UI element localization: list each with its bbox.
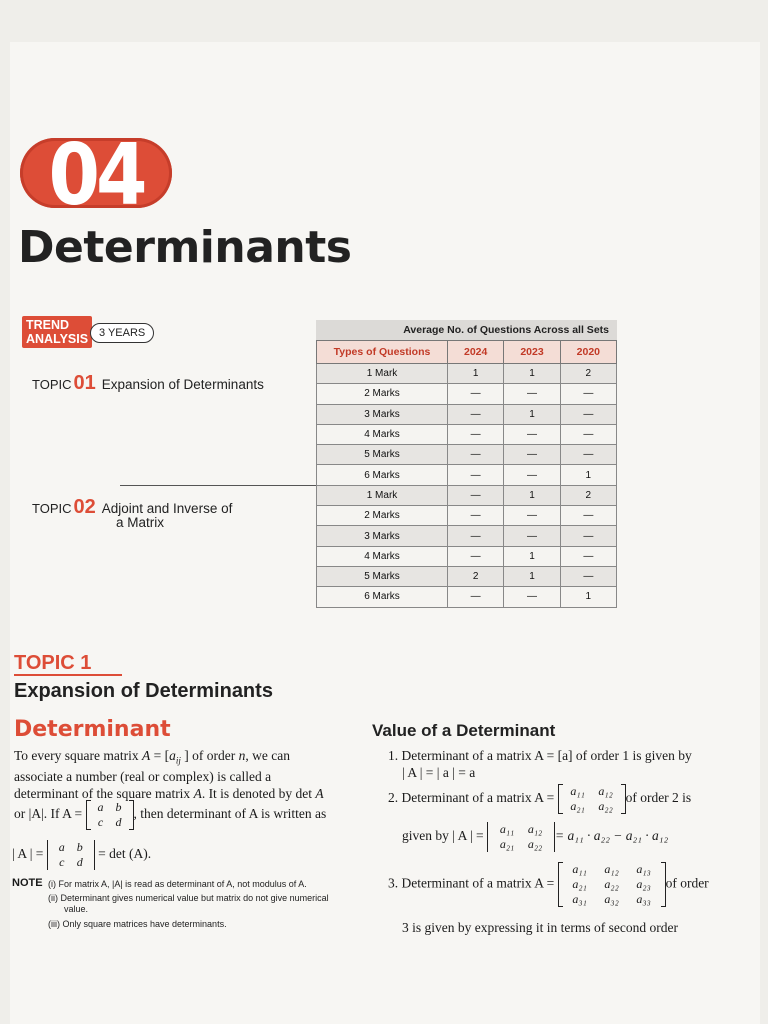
matrix-entry: a₃₃ xyxy=(636,892,651,906)
cell-count: — xyxy=(560,526,616,546)
value-item-3 xyxy=(388,862,709,907)
table-row xyxy=(317,587,617,607)
math-A: A xyxy=(193,785,202,801)
chapter-title: Determinants xyxy=(18,222,352,273)
matrix-row xyxy=(493,837,549,852)
matrix-entry: c xyxy=(59,855,65,869)
cell-count: — xyxy=(448,546,504,566)
table-row xyxy=(317,465,617,485)
cell-count: — xyxy=(448,526,504,546)
cell-count: — xyxy=(504,445,560,465)
then-text: , then determinant of A is written as xyxy=(133,806,327,822)
cell-count: — xyxy=(560,424,616,444)
topic-heading-underline xyxy=(14,674,122,676)
matrix-entry: a₁₂ xyxy=(598,784,613,798)
matrix-a3 xyxy=(558,862,666,907)
table-row xyxy=(317,445,617,465)
cell-count: 1 xyxy=(504,404,560,424)
cell-question-type: 1 Mark xyxy=(317,364,448,384)
value-item-2 xyxy=(388,784,691,814)
topic-number: 02 xyxy=(73,496,96,518)
cell-count: 1 xyxy=(504,566,560,586)
text: ] of order xyxy=(180,748,239,763)
matrix-abcd xyxy=(86,800,134,830)
matrix-entry: a₁₁ xyxy=(572,862,587,876)
matrix-row xyxy=(564,862,660,877)
cell-question-type: 5 Marks xyxy=(317,445,448,465)
cell-count: — xyxy=(448,424,504,444)
def-line1 xyxy=(14,748,359,769)
notes-list xyxy=(48,879,358,930)
matrix-entry: c xyxy=(97,815,104,829)
cell-count: 1 xyxy=(448,364,504,384)
def-line2: associate a number (real or complex) is called a xyxy=(14,769,272,785)
table-caption: Average No. of Questions Across all Sets xyxy=(316,320,617,340)
cell-count: — xyxy=(504,384,560,404)
cell-question-type: 3 Marks xyxy=(317,404,448,424)
note-item: (ii) Determinant gives numerical value but matrix do not give numerical xyxy=(48,893,329,903)
matrix-entry: a₂₁ xyxy=(499,837,515,851)
text: . It is denoted by det xyxy=(201,785,316,801)
cell-count: — xyxy=(560,384,616,404)
cell-count: 2 xyxy=(560,364,616,384)
cell-count: 1 xyxy=(504,364,560,384)
cell-question-type: 4 Marks xyxy=(317,546,448,566)
matrix-entry: a₂₂ xyxy=(598,799,613,813)
cell-count: 2 xyxy=(560,485,616,505)
note-label: NOTE xyxy=(12,877,43,889)
matrix-entry: a₂₂ xyxy=(604,877,619,891)
cell-count: — xyxy=(448,445,504,465)
text: , we can xyxy=(245,748,290,763)
table-row xyxy=(317,546,617,566)
cell-count: — xyxy=(560,566,616,586)
note-item: value. xyxy=(64,904,89,914)
cell-question-type: 6 Marks xyxy=(317,587,448,607)
item3-pre: 3. Determinant of a matrix A = xyxy=(388,875,555,891)
table-row xyxy=(317,566,617,586)
topic-name: Expansion of Determinants xyxy=(101,377,264,392)
cell-count: 1 xyxy=(504,485,560,505)
topic-name: Adjoint and Inverse of xyxy=(101,501,233,516)
math-A: A xyxy=(315,785,324,801)
cell-count: — xyxy=(448,404,504,424)
cell-question-type: 3 Marks xyxy=(317,526,448,546)
math-a: a xyxy=(169,748,176,763)
matrix-row xyxy=(92,800,128,815)
topic-title: Expansion of Determinants xyxy=(14,680,273,702)
matrix-definition-line xyxy=(14,800,326,830)
cell-count: — xyxy=(448,506,504,526)
trend-analysis-label xyxy=(22,316,92,348)
cell-count: 1 xyxy=(560,465,616,485)
table-row xyxy=(317,526,617,546)
matrix-entry: a₁₃ xyxy=(636,862,651,876)
header-types: Types of Questions xyxy=(317,341,448,364)
table-row xyxy=(317,364,617,384)
cell-count: — xyxy=(560,546,616,566)
cell-question-type: 6 Marks xyxy=(317,465,448,485)
value-item-3-line2: 3 is given by expressing it in terms of second order xyxy=(402,920,678,935)
determinant-definition xyxy=(14,748,359,802)
header-2020: 2020 xyxy=(560,341,616,364)
topic-word: TOPIC xyxy=(32,377,72,392)
cell-count: 1 xyxy=(560,587,616,607)
item3-post: of order xyxy=(665,875,709,891)
trend-label-line1: TREND xyxy=(26,318,70,332)
note-item: (i) For matrix A, |A| is read as determinant of A, not modulus of A. xyxy=(48,879,307,889)
matrix-entry: a₃₁ xyxy=(572,892,587,906)
cell-count: — xyxy=(448,465,504,485)
matrix-entry: a₁₁ xyxy=(499,822,515,836)
cell-question-type: 2 Marks xyxy=(317,506,448,526)
text: = [ xyxy=(150,748,170,763)
matrix-entry: a₃₂ xyxy=(604,892,619,906)
cell-question-type: 1 Mark xyxy=(317,485,448,505)
math-n: n xyxy=(238,748,246,763)
matrix-entry: a xyxy=(58,840,65,854)
matrix-entry: a₂₁ xyxy=(572,877,587,891)
cell-question-type: 2 Marks xyxy=(317,384,448,404)
or-text: or |A|. If A = xyxy=(14,806,83,822)
text: determinant of the square matrix xyxy=(14,785,194,801)
topic-01-row xyxy=(32,372,264,395)
item1-line2: | A | = | a | = a xyxy=(402,764,476,780)
matrix-row xyxy=(53,855,89,870)
abs-lhs: | A | = xyxy=(12,846,44,862)
text: To every square matrix xyxy=(14,748,143,763)
cell-count: — xyxy=(560,445,616,465)
matrix-row xyxy=(493,822,549,837)
topic-word: TOPIC xyxy=(32,501,72,516)
trend-label-line2: ANALYSIS xyxy=(26,332,89,346)
value-item-2-given xyxy=(402,822,668,852)
math-sub-ij: ij xyxy=(175,755,181,766)
item1-line1: 1. Determinant of a matrix A = [a] of order 1 is given by xyxy=(388,748,692,763)
cell-count: — xyxy=(504,506,560,526)
table-row xyxy=(317,506,617,526)
questions-table xyxy=(316,340,617,608)
cell-count: — xyxy=(448,587,504,607)
trend-table xyxy=(316,320,617,608)
matrix-entry: b xyxy=(115,800,122,814)
cell-question-type: 4 Marks xyxy=(317,424,448,444)
table-row xyxy=(317,384,617,404)
matrix-entry: a₁₁ xyxy=(570,784,585,798)
value-section-title: Value of a Determinant xyxy=(372,721,556,740)
topic-02-name-line2: a Matrix xyxy=(116,515,165,530)
item2-pre: 2. Determinant of a matrix A = xyxy=(388,790,555,806)
matrix-entry: a₁₂ xyxy=(604,862,619,876)
chapter-number: 04 xyxy=(48,125,144,225)
matrix-entry: a₂₂ xyxy=(527,837,543,851)
matrix-row xyxy=(564,784,620,799)
topic-number: 01 xyxy=(73,372,96,394)
matrix-row xyxy=(92,815,128,830)
header-2024: 2024 xyxy=(448,341,504,364)
cell-count: — xyxy=(504,587,560,607)
value-item-1 xyxy=(388,748,692,781)
det-rhs: = det (A). xyxy=(98,846,152,862)
cell-count: — xyxy=(560,506,616,526)
math-A: A xyxy=(142,748,151,763)
cell-count: — xyxy=(448,485,504,505)
cell-question-type: 5 Marks xyxy=(317,566,448,586)
matrix-row xyxy=(564,877,660,892)
item2-given: given by | A | = xyxy=(402,828,484,844)
cell-count: — xyxy=(504,526,560,546)
matrix-row xyxy=(53,840,89,855)
matrix-entry: a xyxy=(97,800,104,814)
matrix-entry: b xyxy=(76,840,83,854)
section-title-determinant: Determinant xyxy=(14,717,171,742)
chapter-number-badge xyxy=(20,125,172,225)
cell-count: 2 xyxy=(448,566,504,586)
matrix-row xyxy=(564,799,620,814)
matrix-entry: a₁₂ xyxy=(527,822,543,836)
years-badge: 3 YEARS xyxy=(90,323,154,343)
matrix-entry: d xyxy=(76,855,83,869)
matrix-entry: a₂₁ xyxy=(570,799,585,813)
topic-divider xyxy=(120,485,318,486)
cell-count: — xyxy=(504,424,560,444)
table-row xyxy=(317,424,617,444)
topic-heading: TOPIC 1 xyxy=(14,652,92,674)
cell-count: 1 xyxy=(504,546,560,566)
table-row xyxy=(317,485,617,505)
table-header-row xyxy=(317,341,617,364)
determinant-a2 xyxy=(487,822,555,852)
note-item: (iii) Only square matrices have determinants. xyxy=(48,919,227,929)
cell-count: — xyxy=(504,465,560,485)
matrix-row xyxy=(564,892,660,907)
table-row xyxy=(317,404,617,424)
cell-count: — xyxy=(560,404,616,424)
header-2023: 2023 xyxy=(504,341,560,364)
matrix-entry: d xyxy=(115,815,122,829)
item2-post: of order 2 is xyxy=(625,790,692,806)
determinant-notation-line xyxy=(12,840,151,870)
cell-count: — xyxy=(448,384,504,404)
matrix-a2 xyxy=(558,784,626,814)
matrix-entry: a₂₃ xyxy=(636,877,651,891)
determinant-abcd xyxy=(47,840,95,870)
item2-result: = a₁₁ · a₂₂ − a₂₁ · a₁₂ xyxy=(555,828,669,844)
